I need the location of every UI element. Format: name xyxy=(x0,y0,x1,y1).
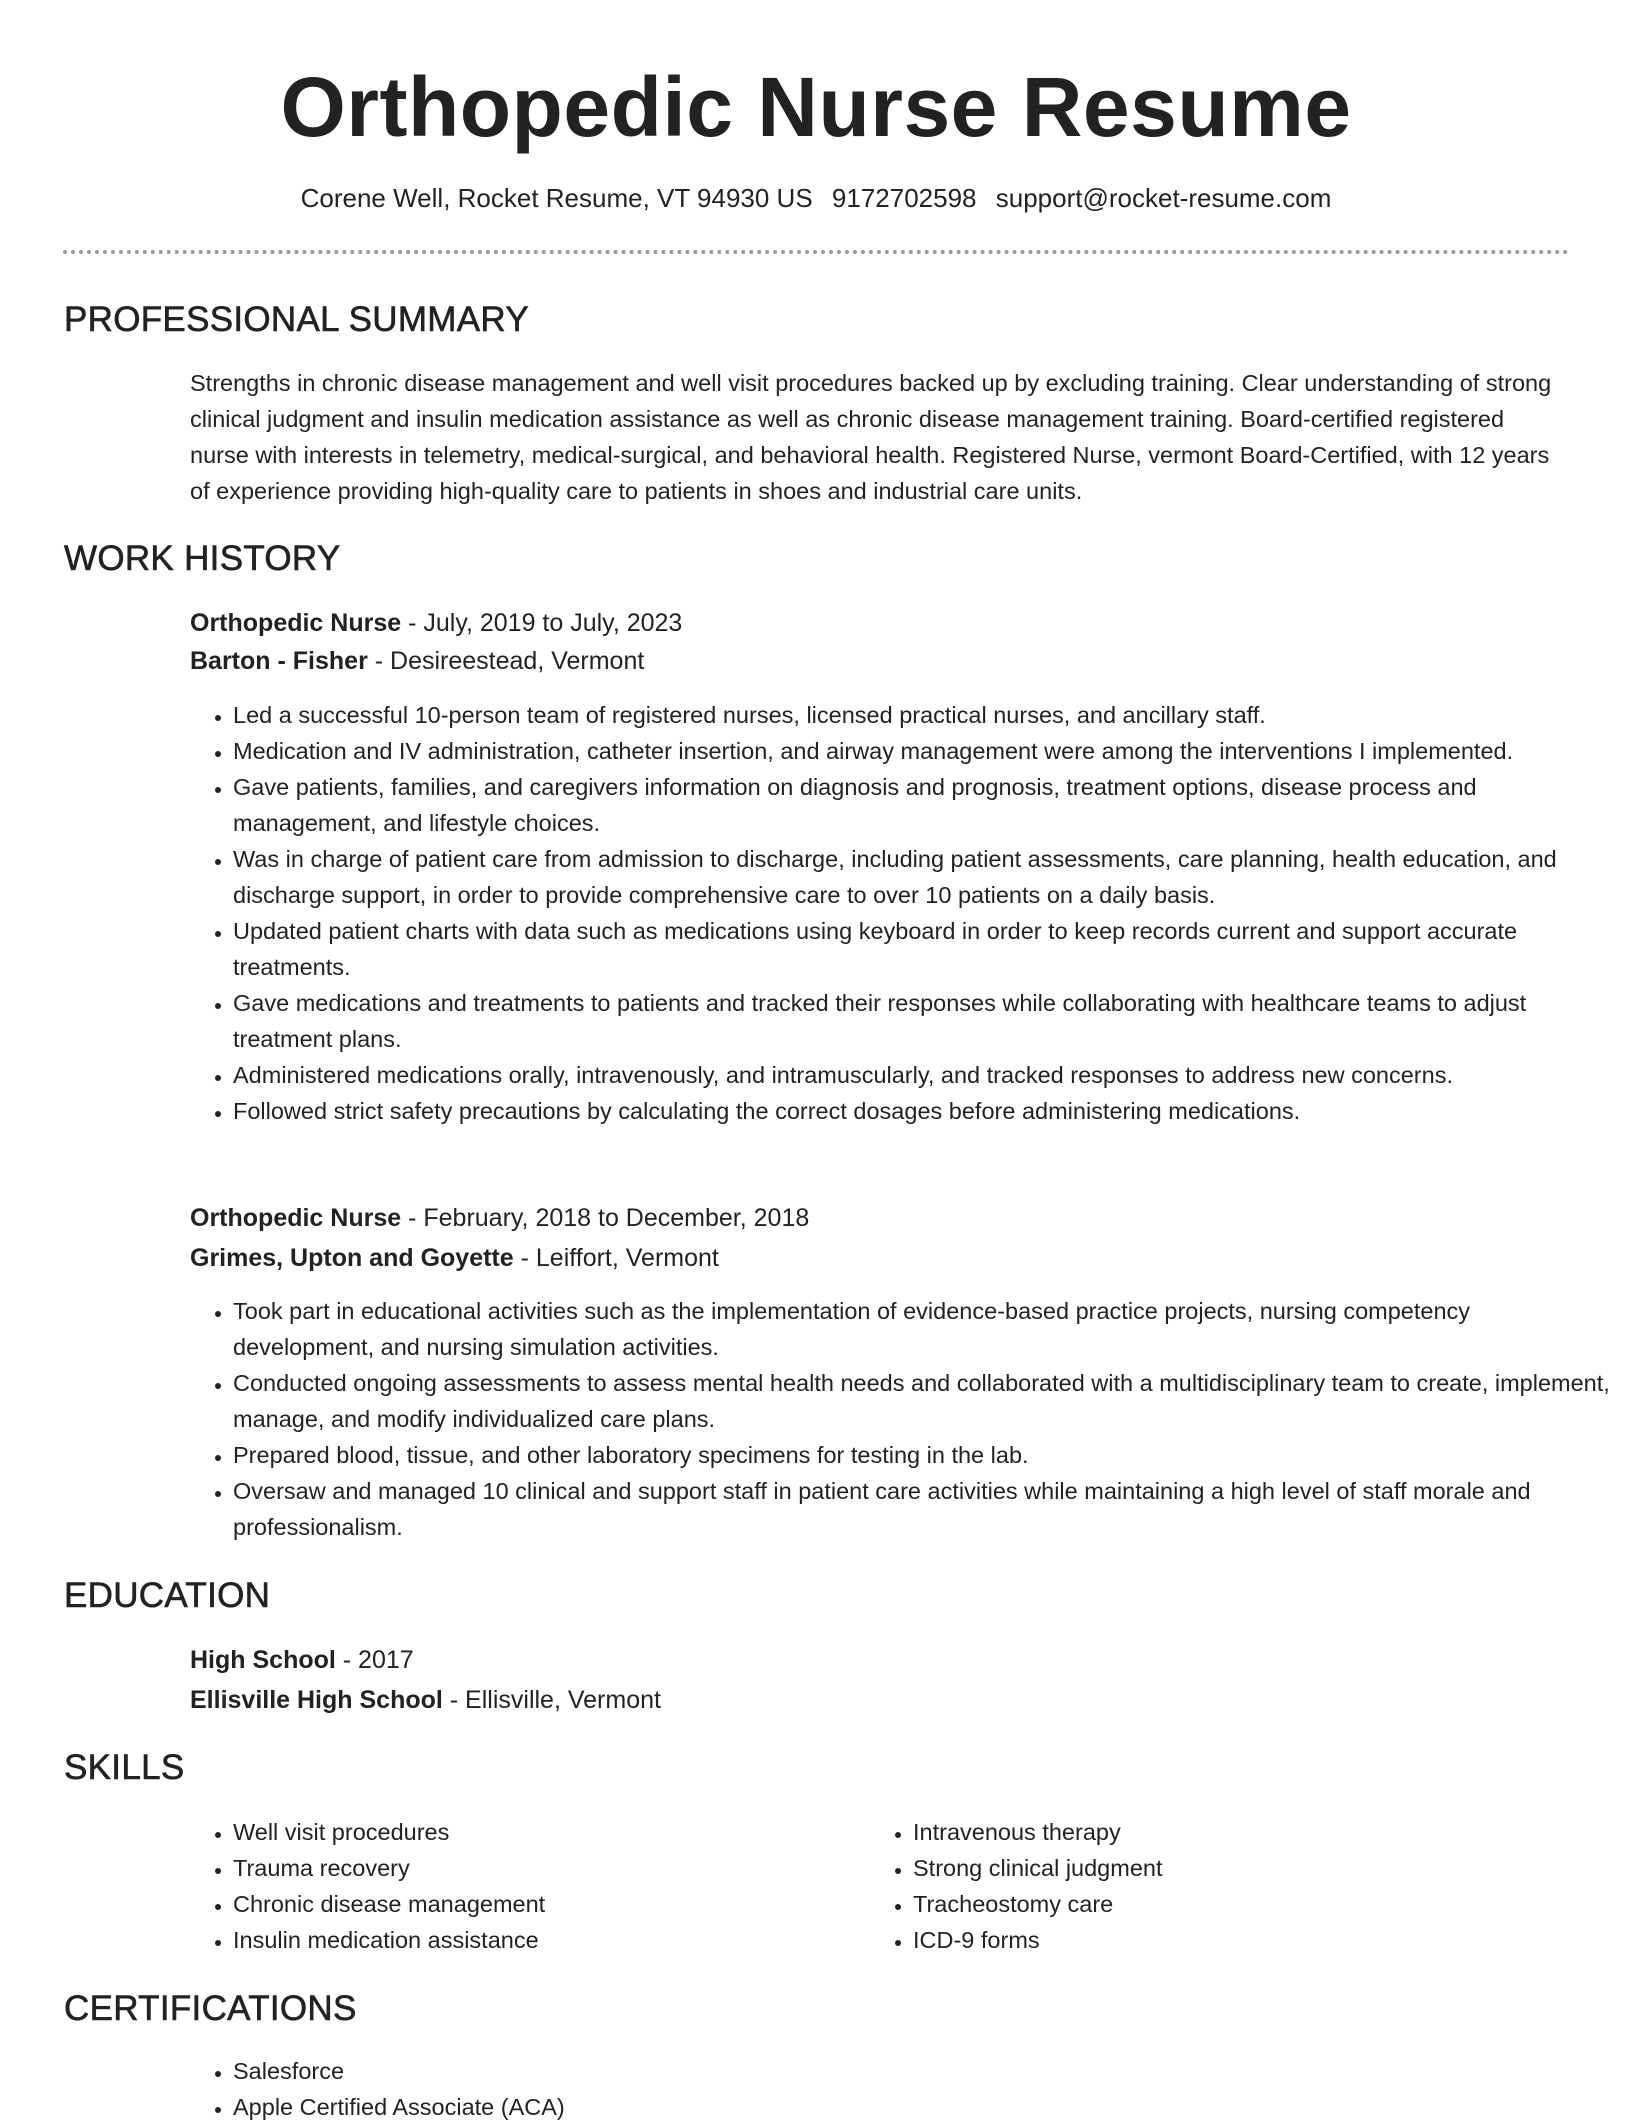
skill-item: • Well visit procedures xyxy=(233,1814,833,1850)
list-item: • Conducted ongoing assessments to assess mental health needs and collaborated with a multidisciplinary team to create, implement, manage, and modify individualized care plans. xyxy=(233,1365,1611,1437)
job-1-dates: - July, 2019 to July, 2023 xyxy=(401,609,683,637)
list-item: • Updated patient charts with data such as medications using keyboard in order to keep records current and support accurate treatments. xyxy=(233,913,1611,985)
certifications-heading: CERTIFICATIONS xyxy=(64,1989,357,2028)
job-2-title: Orthopedic Nurse xyxy=(190,1204,402,1232)
list-item: • Prepared blood, tissue, and other laboratory specimens for testing in the lab. xyxy=(233,1437,1611,1473)
resume-title: Orthopedic Nurse Resume xyxy=(280,60,1352,154)
skill-item: • Chronic disease management xyxy=(233,1886,833,1922)
job-2-location: - Leiffort, Vermont xyxy=(513,1244,719,1272)
job-2-title-line xyxy=(190,1199,809,1237)
certification-item: • Salesforce xyxy=(233,2053,1611,2089)
skill-item: • Tracheostomy care xyxy=(913,1886,1513,1922)
education-heading: EDUCATION xyxy=(64,1576,271,1615)
list-item: • Administered medications orally, intravenously, and intramuscularly, and tracked responses to address new concerns. xyxy=(233,1057,1611,1093)
summary-text: Strengths in chronic disease management and well visit procedures backed up by excluding training. Clear understanding of strong clinical judgment and insulin medication assistance as well as chronic disease management training. Board-certified registered nurse with interests in telemetry, medical-surgical, and behavioral health. Registered Nurse, vermont Board-Certified, with 12 years of experience providing high-quality care to patients in shoes and industrial care units. xyxy=(190,370,1552,504)
education-school: Ellisville High School xyxy=(190,1686,443,1714)
education-degree: High School xyxy=(190,1646,336,1674)
job-1-location: - Desireestead, Vermont xyxy=(367,647,645,675)
skills-list-right xyxy=(870,1814,1513,1958)
education-school-line xyxy=(190,1681,661,1719)
contact-line xyxy=(0,180,1632,216)
job-1-title: Orthopedic Nurse xyxy=(190,609,402,637)
job-2-employer: Grimes, Upton and Goyette xyxy=(190,1244,514,1272)
contact-phone: 9172702598 xyxy=(831,183,977,213)
education-location: - Ellisville, Vermont xyxy=(442,1686,661,1714)
list-item: • Oversaw and managed 10 clinical and support staff in patient care activities while maintaining a high level of staff morale and professionalism. xyxy=(233,1473,1611,1545)
summary-heading: PROFESSIONAL SUMMARY xyxy=(64,300,529,339)
list-item: • Was in charge of patient care from admission to discharge, including patient assessments, care planning, health education, and discharge support, in order to provide comprehensive care to over 10 patients on a daily basis. xyxy=(233,841,1611,913)
job-1-employer-line xyxy=(190,642,644,680)
contact-address: Corene Well, Rocket Resume, VT 94930 US xyxy=(300,183,813,213)
skill-item: • Strong clinical judgment xyxy=(913,1850,1513,1886)
job-1-bullets xyxy=(190,697,1611,1129)
skills-heading: SKILLS xyxy=(64,1748,185,1787)
job-2-employer-line xyxy=(190,1239,719,1277)
job-2-dates: - February, 2018 to December, 2018 xyxy=(401,1204,810,1232)
skill-item: • Trauma recovery xyxy=(233,1850,833,1886)
education-year: - 2017 xyxy=(335,1646,414,1674)
skills-list-left xyxy=(190,1814,833,1958)
list-item: • Led a successful 10-person team of registered nurses, licensed practical nurses, and ancillary staff. xyxy=(233,697,1611,733)
list-item: • Gave medications and treatments to patients and tracked their responses while collaborating with healthcare teams to adjust treatment plans. xyxy=(233,985,1611,1057)
list-item: • Gave patients, families, and caregivers information on diagnosis and prognosis, treatment options, disease process and management, and lifestyle choices. xyxy=(233,769,1611,841)
job-1-title-line xyxy=(190,604,682,642)
certification-item: • Apple Certified Associate (ACA) xyxy=(233,2089,1611,2125)
education-degree-line xyxy=(190,1641,414,1679)
list-item: • Medication and IV administration, catheter insertion, and airway management were among the interventions I implemented. xyxy=(233,733,1611,769)
skill-item: • ICD-9 forms xyxy=(913,1922,1513,1958)
list-item: • Took part in educational activities such as the implementation of evidence-based practice projects, nursing competency development, and nursing simulation activities. xyxy=(233,1293,1611,1365)
work-history-heading: WORK HISTORY xyxy=(64,539,341,578)
skill-item: • Insulin medication assistance xyxy=(233,1922,833,1958)
job-2-bullets xyxy=(190,1293,1611,1545)
job-1-employer: Barton - Fisher xyxy=(190,647,368,675)
list-item: • Followed strict safety precautions by calculating the correct dosages before administering medications. xyxy=(233,1093,1611,1129)
header-divider xyxy=(63,250,1569,254)
contact-email: support@rocket-resume.com xyxy=(995,183,1332,213)
skill-item: • Intravenous therapy xyxy=(913,1814,1513,1850)
certifications-list xyxy=(190,2053,1611,2125)
